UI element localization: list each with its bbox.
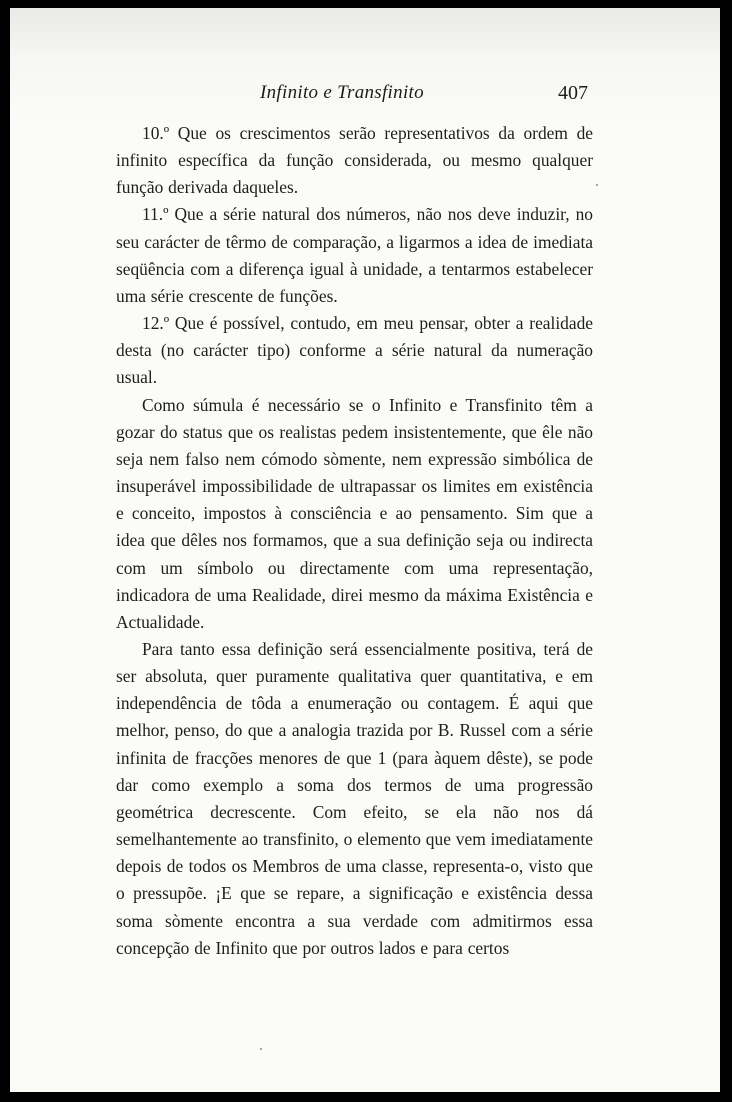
paragraph-item-11: 11.º Que a série natural dos números, não nos deve induzir, no seu carácter de têrmo de comparação, a ligarmos a idea de imediata seqüência com a diferença igual à unidade, a tentarmos estabelecer uma série crescente de funções. <box>116 204 593 306</box>
scan-speck <box>260 1048 262 1050</box>
paragraph-definition: Para tanto essa definição será essencialmente positiva, terá de ser absoluta, quer puramente qualitativa quer quantitativa, e em independência de tôda a enumeração ou contagem. É aqui que melhor, penso, do que a analogia trazida por B. Russel com a série infinita de fracções menores de que 1 (para àquem dêste), se pode dar como exemplo a soma dos termos de uma progressão geométrica decrescente. Com efeito, se ela não nos dá semelhantemente ao transfinito, o elemento que vem imediatamente depois de todos os Membros de uma classe, representa-o, visto que o pressupõe. ¡E que se repare, a significação e existência dessa soma sòmente encontra a sua verdade com admitirmos essa concepção de Infinito que por outros lados e para certos <box>116 638 593 958</box>
book-page <box>10 8 720 1092</box>
paragraph-item-12: 12.º Que é possível, contudo, em meu pensar, obter a realidade desta (no carácter tipo) conforme a série natural da numeração usual. <box>116 313 593 388</box>
paragraph-summary: Como súmula é necessário se o Infinito e Transfinito têm a gozar do status que os realistas pedem insistentemente, que êle não seja nem falso nem cómodo sòmente, nem expressão simbólica de insuperável impossibilidade de ultrapassar os limites em existência e conceito, impostos à consciência e ao pensamento. Sim que a idea que dêles nos formamos, que a sua definição seja ou indirecta com um símbolo ou directamente com uma representação, indicadora de uma Realidade, direi mesmo da máxima Existência e Actualidade. <box>116 394 593 632</box>
paragraph-item-10: 10.º Que os crescimentos serão representativos da ordem de infinito específica da função considerada, ou mesmo qualquer função derivada daqueles. <box>116 123 593 198</box>
page-number: 407 <box>558 82 588 104</box>
page-header <box>10 78 720 110</box>
running-title: Infinito e Transfinito <box>260 82 424 103</box>
body-text <box>116 120 593 962</box>
scan-speck <box>596 184 598 186</box>
